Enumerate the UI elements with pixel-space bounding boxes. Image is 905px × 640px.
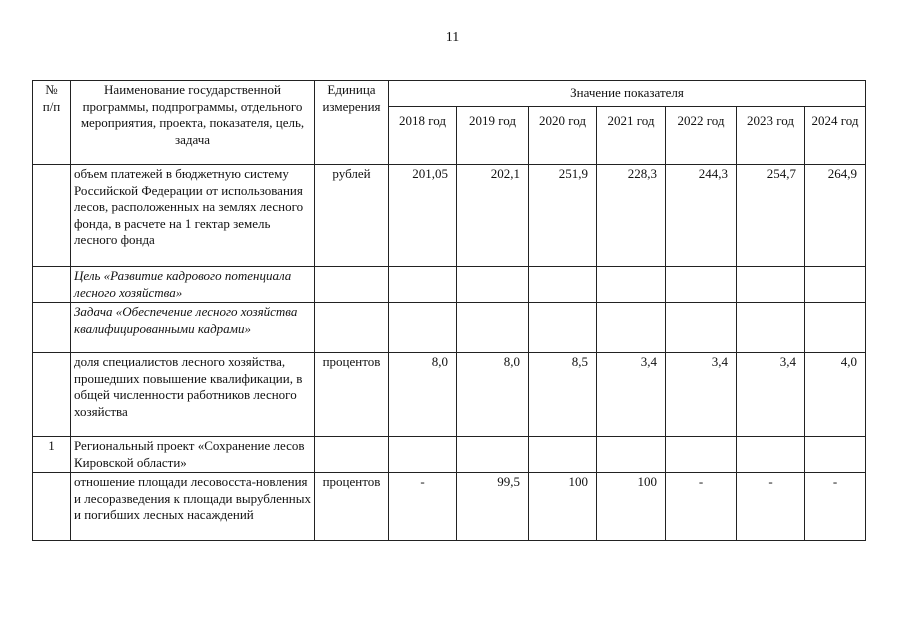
indicator-table [32,80,866,541]
row-value [597,303,666,353]
row-value [457,437,529,473]
header-year: 2021 год [597,107,666,165]
row-value [666,303,737,353]
row-num [33,353,71,437]
row-value: 254,7 [737,165,805,267]
row-num [33,267,71,303]
header-num: № п/п [33,81,71,165]
project-title: Региональный проект «Сохранение лесов Кировской области» [71,437,315,473]
row-value [389,303,457,353]
header-value-group: Значение показателя [389,81,866,107]
header-unit: Единица измерения [315,81,389,165]
page-number: 11 [445,30,460,45]
header-year: 2023 год [737,107,805,165]
row-value [737,267,805,303]
row-value: 8,5 [529,353,597,437]
row-unit [315,437,389,473]
table-row [33,437,866,473]
row-value [457,303,529,353]
row-value: 3,4 [597,353,666,437]
row-num: 1 [33,437,71,473]
row-value: - [737,473,805,541]
row-value [529,267,597,303]
row-value: 100 [597,473,666,541]
row-unit: рублей [315,165,389,267]
row-value: 99,5 [457,473,529,541]
table-row [33,353,866,437]
row-value: 3,4 [737,353,805,437]
row-value [389,267,457,303]
row-value [389,437,457,473]
row-value: - [805,473,866,541]
header-year: 2018 год [389,107,457,165]
row-num [33,165,71,267]
row-value: 202,1 [457,165,529,267]
row-value: 228,3 [597,165,666,267]
header-year: 2022 год [666,107,737,165]
row-value [737,303,805,353]
row-value: 251,9 [529,165,597,267]
row-value [529,303,597,353]
table-row [33,473,866,541]
row-value [805,267,866,303]
row-unit: процентов [315,473,389,541]
row-name: отношение площади лесовосста-новления и лесоразведения к площади вырубленных и погибших лесных насаждений [71,473,315,541]
row-value [666,437,737,473]
row-unit [315,303,389,353]
row-value [457,267,529,303]
row-num [33,473,71,541]
row-value: 8,0 [457,353,529,437]
row-name: доля специалистов лесного хозяйства, прошедших повышение квалификации, в общей численности работников лесного хозяйства [71,353,315,437]
row-value: 3,4 [666,353,737,437]
header-name: Наименование государственной программы, подпрограммы, отдельного мероприятия, проекта, показателя, цель, задача [71,81,315,165]
row-value: 4,0 [805,353,866,437]
row-value: - [666,473,737,541]
row-value [529,437,597,473]
table-row [33,267,866,303]
row-value: - [389,473,457,541]
row-value: 244,3 [666,165,737,267]
row-value [597,267,666,303]
goal-title: Цель «Развитие кадрового потенциала лесного хозяйства» [71,267,315,303]
table-row [33,303,866,353]
row-unit: процентов [315,353,389,437]
row-value [666,267,737,303]
row-value [805,303,866,353]
row-unit [315,267,389,303]
header-year: 2019 год [457,107,529,165]
header-year: 2020 год [529,107,597,165]
row-num [33,303,71,353]
row-value: 100 [529,473,597,541]
task-title: Задача «Обеспечение лесного хозяйства квалифицированными кадрами» [71,303,315,353]
header-year: 2024 год [805,107,866,165]
row-value [597,437,666,473]
row-value: 264,9 [805,165,866,267]
row-value [737,437,805,473]
row-value: 8,0 [389,353,457,437]
row-value: 201,05 [389,165,457,267]
row-name: объем платежей в бюджетную систему Российской Федерации от использования лесов, расположенных на землях лесного фонда, в расчете на 1 гектар земель лесного фонда [71,165,315,267]
table-row [33,165,866,267]
row-value [805,437,866,473]
